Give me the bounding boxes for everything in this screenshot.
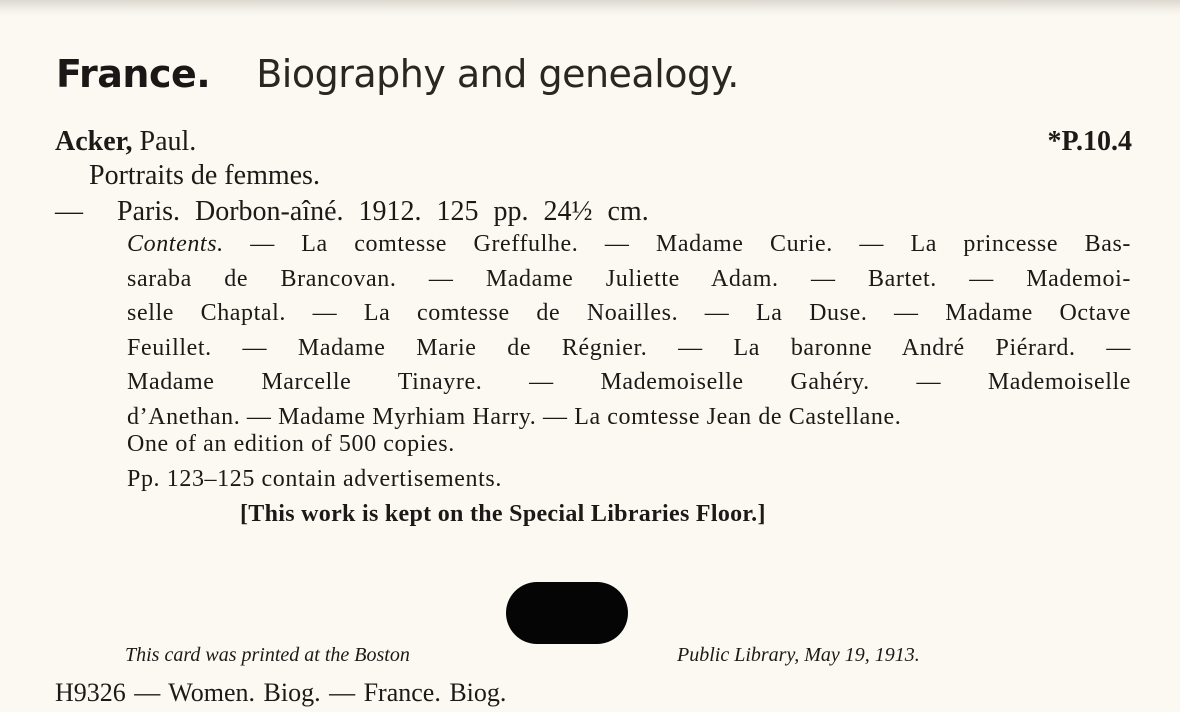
contents-note — [127, 227, 1131, 435]
printer-note-left: This card was printed at the Boston — [125, 644, 410, 666]
contents-line: Madame Marcelle Tinayre. — Mademoiselle Gahéry. — Mademoiselle — [127, 369, 1131, 396]
imprint-line — [55, 196, 649, 228]
location-note: [This work is kept on the Special Libraries Floor.] — [240, 501, 766, 527]
author-surname: Acker, — [55, 126, 133, 157]
contents-line: d’Anethan. — Madame Myrhiam Harry. — La comtesse Jean de Castellane. — [127, 403, 902, 430]
heading-subject: France. — [56, 52, 211, 96]
subject-heading — [56, 52, 739, 96]
work-title: Portraits de femmes. — [89, 160, 320, 191]
contents-line: Feuillet. — Madame Marie de Régnier. — La baronne André Piérard. — — [127, 334, 1131, 361]
contents-label: Contents. — [127, 231, 224, 257]
card-top-edge — [0, 0, 1180, 16]
printer-note-right: Public Library, May 19, 1913. — [677, 644, 920, 666]
contents-line-text: — La comtesse Greffulhe. — Madame Curie. — La princesse Bas- — [223, 231, 1131, 257]
call-number: *P.10.4 — [1047, 126, 1132, 157]
pages-note: Pp. 123–125 contain advertisements. — [127, 466, 502, 492]
tracing-line: H9326 — Women. Biog. — France. Biog. — [55, 678, 507, 707]
imprint-dash: — — [55, 196, 83, 227]
punch-hole — [506, 582, 628, 644]
author-forename: Paul. — [139, 126, 197, 157]
heading-subdivision: Biography and genealogy. — [256, 52, 739, 96]
contents-line: saraba de Brancovan. — Madame Juliette Adam. — Bartet. — Mademoi- — [127, 265, 1131, 292]
imprint-text: Paris. Dorbon-aîné. 1912. 125 pp. 24½ cm. — [117, 196, 649, 227]
contents-line — [127, 227, 1131, 262]
contents-line: selle Chaptal. — La comtesse de Noailles. — La Duse. — Madame Octave — [127, 300, 1131, 327]
author-line — [55, 126, 196, 158]
edition-note: One of an edition of 500 copies. — [127, 431, 455, 457]
